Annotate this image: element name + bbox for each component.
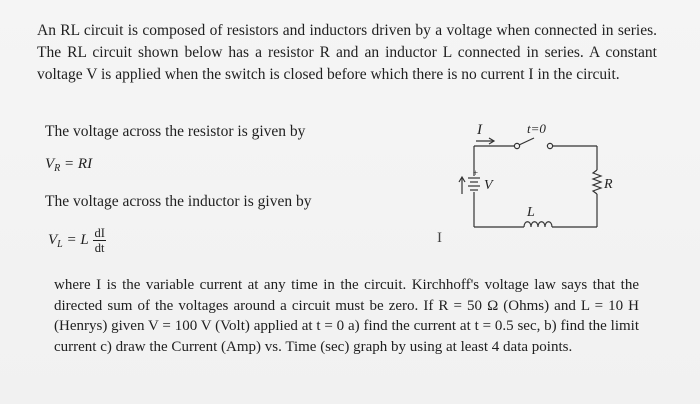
fraction-denominator: dt: [94, 241, 105, 255]
switch-blade: [519, 138, 534, 145]
resistor-eq-rhs: = RI: [64, 156, 93, 172]
switch-contact-right: [547, 143, 552, 148]
resistor-label: R: [604, 177, 613, 192]
current-label: I: [477, 122, 482, 138]
inductor-statement: The voltage across the inductor is given by: [45, 193, 312, 210]
intro-paragraph: An RL circuit is composed of resistors and inductors driven by a voltage when connected in series. The RL circuit shown below has a resistor R and an inductor L connected in series. A constant voltage V is applied when the switch is closed before which there is no current I in the circuit.: [37, 22, 657, 83]
source-label: V: [484, 178, 493, 193]
resistor-zigzag: [593, 170, 601, 194]
resistor-eq-lhs: V: [45, 156, 55, 172]
switch-contact-left: [514, 143, 519, 148]
inductor-eq-eq: = L: [66, 231, 89, 248]
inductor-coil: [524, 222, 552, 227]
problem-paragraph: where I is the variable current at any time in the circuit. Kirchhoff's voltage law says that the directed sum of the voltages around a circuit must be zero. If R = 50 Ω (Ohms) and L = 10 H (Henrys) given V = 100 V (Volt) applied at t = 0 a) find the current at t = 0.5 sec, b) find the limit current c) draw the Current (Amp) vs. Time (sec) graph by using at least 4 data points.: [54, 277, 639, 355]
inductor-eq-sub: L: [57, 238, 63, 250]
resistor-statement: The voltage across the resistor is given by: [45, 123, 306, 140]
switch-label: t=0: [527, 121, 546, 136]
text-cursor-icon: I: [437, 230, 442, 246]
resistor-eq-sub: R: [54, 163, 61, 174]
source-plus-label: +: [473, 168, 479, 178]
inductor-eq-lhs: V: [48, 231, 58, 248]
inductor-label: L: [527, 205, 535, 220]
fraction-numerator: dI: [94, 226, 105, 240]
